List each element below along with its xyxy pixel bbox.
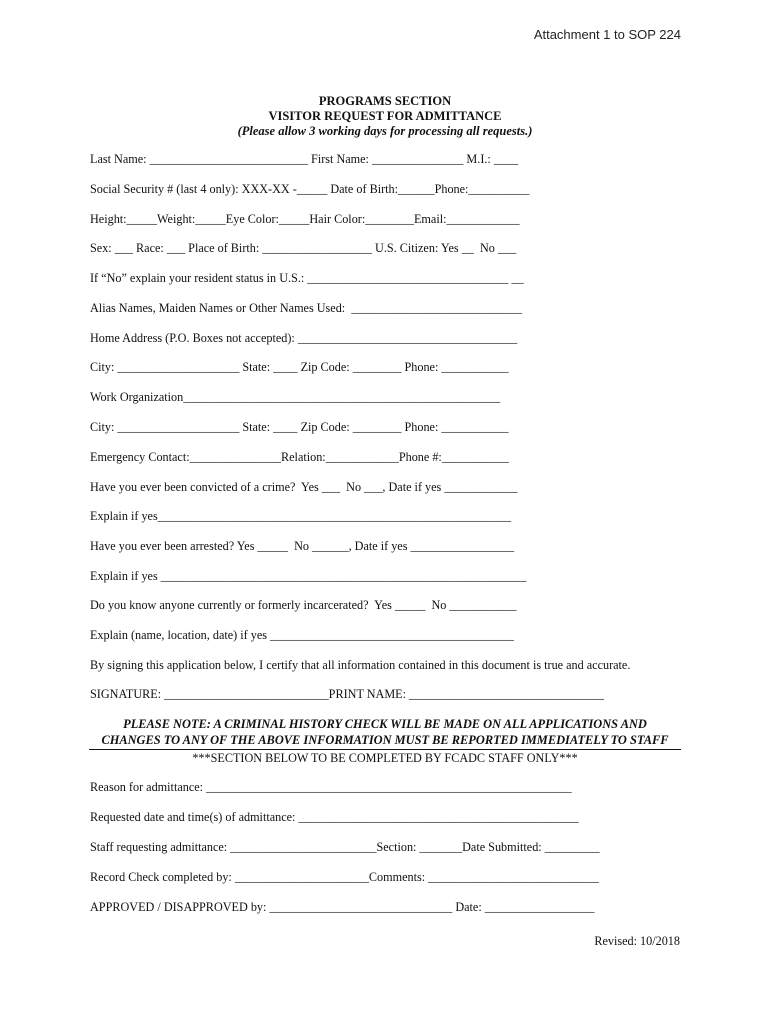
notice-line-1: PLEASE NOTE: A CRIMINAL HISTORY CHECK WILL BE MADE ON ALL APPLICATIONS AND xyxy=(123,717,647,731)
field-reason[interactable]: Reason for admittance: ____________________________________________________________ xyxy=(90,780,572,794)
certification-statement: By signing this application below, I certify that all information contained in this document is true and accurate. xyxy=(90,658,631,672)
field-sex-race-birthplace[interactable]: Sex: ___ Race: ___ Place of Birth: __________________ U.S. Citizen: Yes __ No ___ xyxy=(90,241,517,255)
field-emergency-contact[interactable]: Emergency Contact:_______________Relation:____________Phone #:___________ xyxy=(90,450,509,464)
notice-divider xyxy=(89,749,681,750)
revision-date: Revised: 10/2018 xyxy=(594,934,680,948)
field-name[interactable]: Last Name: __________________________ First Name: _______________ M.I.: ____ xyxy=(90,152,519,166)
staff-only-heading: ***SECTION BELOW TO BE COMPLETED BY FCADC STAFF ONLY*** xyxy=(192,751,578,765)
field-home-address[interactable]: Home Address (P.O. Boxes not accepted): ____________________________________ xyxy=(90,331,518,345)
field-arrested[interactable]: Have you ever been arrested? Yes _____ No ______, Date if yes _________________ xyxy=(90,539,515,553)
field-know-incarcerated[interactable]: Do you know anyone currently or formerly incarcerated? Yes _____ No ___________ xyxy=(90,598,517,612)
field-physical-description[interactable]: Height:_____Weight:_____Eye Color:_____Hair Color:________Email:____________ xyxy=(90,212,520,226)
notice-line-2: CHANGES TO ANY OF THE ABOVE INFORMATION MUST BE REPORTED IMMEDIATELY TO STAFF xyxy=(101,733,669,747)
field-incarcerated-explain[interactable]: Explain (name, location, date) if yes ________________________________________ xyxy=(90,628,514,642)
attachment-label: Attachment 1 to SOP 224 xyxy=(533,27,681,42)
field-resident-status[interactable]: If “No” explain your resident status in U.S.: _________________________________ __ xyxy=(90,271,524,285)
field-approved-by[interactable]: APPROVED / DISAPPROVED by: ______________________________ Date: __________________ xyxy=(90,900,595,914)
field-staff-requesting[interactable]: Staff requesting admittance: ________________________Section: _______Date Submitted: _________ xyxy=(90,840,600,854)
field-record-check[interactable]: Record Check completed by: ______________________Comments: ____________________________ xyxy=(90,870,599,884)
field-work-organization[interactable]: Work Organization____________________________________________________ xyxy=(90,390,501,404)
field-arrested-explain[interactable]: Explain if yes ____________________________________________________________ xyxy=(90,569,527,583)
section-heading: PROGRAMS SECTION xyxy=(318,94,452,108)
form-title: VISITOR REQUEST FOR ADMITTANCE xyxy=(268,109,502,123)
field-convicted-explain[interactable]: Explain if yes__________________________________________________________ xyxy=(90,509,512,523)
field-ssn-dob-phone[interactable]: Social Security # (last 4 only): XXX-XX -_____ Date of Birth:______Phone:__________ xyxy=(90,182,530,196)
form-subtitle: (Please allow 3 working days for processing all requests.) xyxy=(237,124,533,138)
field-home-city[interactable]: City: ____________________ State: ____ Zip Code: ________ Phone: ___________ xyxy=(90,360,509,374)
field-alias-names[interactable]: Alias Names, Maiden Names or Other Names Used: ____________________________ xyxy=(90,301,522,315)
field-requested-date[interactable]: Requested date and time(s) of admittance: ______________________________________________ xyxy=(90,810,579,824)
field-work-city[interactable]: City: ____________________ State: ____ Zip Code: ________ Phone: ___________ xyxy=(90,420,509,434)
field-signature[interactable]: SIGNATURE: ___________________________PRINT NAME: ________________________________ xyxy=(90,687,605,701)
field-convicted[interactable]: Have you ever been convicted of a crime? Yes ___ No ___, Date if yes ____________ xyxy=(90,480,518,494)
